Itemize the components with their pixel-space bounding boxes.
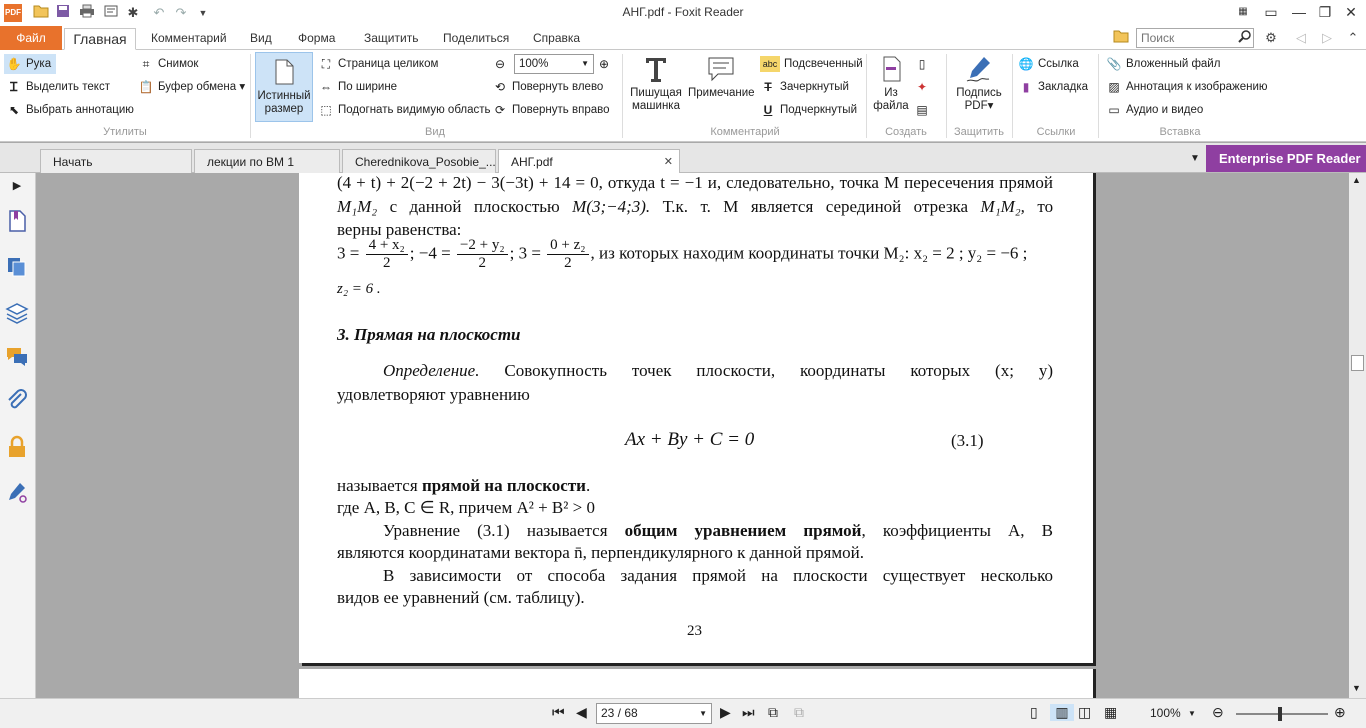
fraction: $\frac{\text{−2 + y₂}}{2}$: [457, 237, 508, 272]
from-file-button[interactable]: Из файла: [870, 54, 912, 113]
attachment-icon: 📎: [1106, 56, 1122, 71]
zoom-slider-handle[interactable]: [1278, 707, 1282, 721]
text-line: удовлетворяют уравнению: [337, 385, 530, 404]
redo-icon[interactable]: ↷: [175, 5, 187, 20]
quick-access-dropdown-icon[interactable]: ▼: [198, 8, 208, 18]
pen-sign-icon: [964, 54, 994, 84]
create-pdf-icon: [876, 54, 906, 84]
blank-page-icon: ▯: [918, 56, 926, 71]
clipboard-pdf-icon: ▤: [916, 102, 928, 117]
fit-width-button[interactable]: ⇔ По ширине: [320, 79, 398, 94]
window-title: АНГ.pdf - Foxit Reader: [622, 5, 744, 19]
image-annotation-button[interactable]: ▨ Аннотация к изображению: [1106, 77, 1268, 97]
previous-view-icon[interactable]: ⧉: [768, 704, 778, 720]
status-bar: [0, 698, 1366, 728]
fit-visible-button[interactable]: ⬚ Подогнать видимую область: [318, 100, 491, 120]
fit-width-icon: ⇔: [320, 79, 332, 94]
hand-tool-button[interactable]: ✋ Рука: [4, 54, 56, 74]
collapse-ribbon-icon[interactable]: ⌃: [1347, 30, 1359, 45]
separator: [946, 54, 947, 138]
typewriter-icon: [641, 54, 671, 84]
text-cursor-icon: Ꮖ: [10, 79, 18, 94]
last-page-icon[interactable]: ⏭: [742, 704, 755, 720]
vertical-scrollbar[interactable]: [1349, 173, 1366, 698]
next-page-icon[interactable]: ▶: [720, 704, 731, 720]
group-label-utilities: Утилиты: [103, 126, 147, 138]
select-annotation-button[interactable]: ⬉ Выбрать аннотацию: [6, 100, 134, 120]
scroll-thumb[interactable]: [1351, 355, 1364, 371]
equations-line: 3 = $\frac{\text{4 + x₂}}{2}$ ; −4 = $\frac{\text{−2 + y₂}}{2}$ ; 3 = $\frac{\text{0 + z₂}}{2}$ , из которых находим координаты точки M₂: x₂ = 2 ; y₂ = −6 ;: [337, 237, 1028, 271]
group-label-protect: Защитить: [954, 126, 1004, 138]
chevron-down-icon: ▼: [699, 709, 707, 718]
select-text-button[interactable]: Ꮖ Выделить текст: [6, 77, 110, 97]
rotate-left-button[interactable]: ⟲ Повернуть влево: [492, 77, 603, 97]
zoom-out-icon: ⊖: [494, 56, 506, 71]
group-label-insert: Вставка: [1159, 126, 1201, 138]
group-label-create: Создать: [885, 126, 927, 138]
section-heading: 3. Прямая на плоскости: [337, 325, 521, 344]
doc-tab-lectures[interactable]: лекции по ВМ 1: [194, 149, 340, 173]
separator: [622, 54, 623, 138]
comments-panel-icon[interactable]: [5, 345, 29, 369]
group-label-comment: Комментарий: [710, 126, 780, 138]
folder-search-icon[interactable]: [1112, 29, 1130, 47]
tab-help[interactable]: Справка: [533, 31, 581, 45]
strikeout-button[interactable]: T Зачеркнутый: [760, 77, 849, 97]
scanner-icon: ✦: [916, 79, 928, 94]
separator: [866, 54, 867, 138]
next-view-icon[interactable]: ⧉: [794, 704, 804, 720]
fraction: $\frac{\text{4 + x₂}}{2}$: [366, 237, 408, 272]
text-line: Определение. Совокупность точек плоскости, координаты которых (x; y): [383, 361, 1053, 380]
foxit-logo-icon[interactable]: PDF: [4, 4, 22, 22]
zoom-in-button[interactable]: [596, 54, 616, 74]
rotate-right-icon: ⟳: [494, 102, 506, 117]
clipboard-button[interactable]: 📋 Буфер обмена ▾: [138, 79, 246, 94]
note-button[interactable]: Примечание: [688, 54, 754, 100]
zoom-out-icon[interactable]: ⊖: [1212, 704, 1224, 720]
fit-page-button[interactable]: ⛶ Страница целиком: [318, 54, 438, 74]
bookmark-button[interactable]: ▮ Закладка: [1018, 77, 1088, 97]
clipboard-icon: 📋: [138, 79, 154, 94]
separator: [250, 54, 251, 138]
doc-tab-ang[interactable]: АНГ.pdf ✕: [498, 149, 680, 173]
first-page-icon[interactable]: ⏮: [552, 704, 565, 720]
navigation-panel: [0, 173, 36, 698]
back-icon[interactable]: ◁: [1296, 30, 1306, 45]
bookmarks-panel-icon[interactable]: [5, 209, 29, 233]
tab-home[interactable]: Главная: [64, 28, 136, 50]
continuous-page-icon[interactable]: ▥: [1050, 704, 1074, 721]
bookmark-icon: ▮: [1022, 79, 1030, 94]
ribbon-options-icon[interactable]: ▦: [1238, 6, 1248, 17]
title-bar: [0, 0, 1366, 26]
facing-pages-icon[interactable]: ◫: [1078, 704, 1092, 720]
document-viewport[interactable]: [37, 173, 1349, 698]
enterprise-banner[interactable]: Enterprise PDF Reader: [1206, 145, 1366, 172]
actual-size-button[interactable]: Истинный размер: [255, 52, 313, 122]
tab-form[interactable]: Форма: [298, 31, 336, 45]
zoom-select[interactable]: 100% ▼: [514, 54, 594, 74]
text-line: M₁M₂ с данной плоскостью M(3;−4;3). Т.к. т. M является серединой отрезка M₁M₂, то: [337, 197, 1054, 216]
link-button[interactable]: 🌐 Ссылка: [1018, 56, 1079, 71]
group-label-links: Ссылки: [1036, 126, 1076, 138]
text-line: верны равенства:: [337, 220, 462, 239]
page-number: 23: [687, 623, 702, 639]
strikeout-icon: T: [764, 79, 772, 94]
equation-number: (3.1): [951, 431, 984, 450]
restore-ribbon-icon[interactable]: ▭: [1264, 4, 1278, 20]
link-globe-icon: 🌐: [1018, 56, 1034, 71]
expand-panel-icon[interactable]: ▶: [12, 180, 22, 192]
text-line: видов ее уравнений (см. таблицу).: [337, 588, 585, 607]
tab-protect[interactable]: Защитить: [364, 31, 419, 45]
continuous-facing-icon[interactable]: ▦: [1104, 704, 1118, 720]
highlight-button[interactable]: abc Подсвеченный: [760, 54, 863, 74]
search-icon[interactable]: [1236, 29, 1254, 47]
zoom-in-icon[interactable]: ⊕: [1334, 704, 1346, 720]
fit-visible-icon: ⬚: [320, 102, 332, 117]
pages-panel-icon[interactable]: [5, 255, 29, 279]
text-line: (4 + t) + 2(−2 + 2t) − 3(−3t) + 14 = 0, откуда t = −1 и, следовательно, точка M пересечения прямой: [337, 173, 1053, 192]
audio-video-button[interactable]: ▭ Аудио и видео: [1106, 100, 1203, 120]
new-icon[interactable]: ✱: [127, 5, 139, 20]
prev-page-icon[interactable]: ◀: [576, 704, 587, 720]
undo-icon[interactable]: ↶: [153, 5, 165, 20]
snapshot-button[interactable]: ⌗ Снимок: [138, 54, 198, 74]
forward-icon[interactable]: ▷: [1322, 30, 1332, 45]
underline-icon: U: [763, 102, 773, 117]
hand-icon: ✋: [6, 56, 22, 71]
pdf-page: [299, 173, 1093, 663]
sign-pdf-button[interactable]: Подпись PDF▾: [950, 54, 1008, 113]
tabs-dropdown-icon[interactable]: ▼: [1190, 153, 1200, 164]
document-tabs: [0, 143, 1366, 173]
minimize-icon[interactable]: —: [1292, 4, 1306, 20]
fit-page-icon: ⛶: [321, 56, 331, 71]
rotate-left-icon: ⟲: [494, 79, 506, 94]
typewriter-button[interactable]: Пишущая машинка: [626, 54, 686, 113]
page-icon: [269, 57, 299, 87]
maximize-icon[interactable]: ❐: [1318, 4, 1332, 20]
security-lock-icon[interactable]: [5, 435, 29, 459]
scroll-down-icon[interactable]: ▼: [1352, 683, 1361, 693]
fraction: $\frac{\text{0 + z₂}}{2}$: [547, 237, 588, 272]
pointer-icon: ⬉: [8, 102, 20, 117]
tab-comment[interactable]: Комментарий: [151, 31, 227, 45]
zoom-slider[interactable]: [1236, 713, 1328, 715]
separator: [1012, 54, 1013, 138]
separator: [1098, 54, 1099, 138]
create-scanner-button[interactable]: [914, 77, 936, 97]
doc-tab-start[interactable]: Начать: [40, 149, 192, 173]
image-icon: ▨: [1108, 79, 1120, 94]
tab-view[interactable]: Вид: [250, 31, 272, 45]
zoom-level[interactable]: 100%: [1150, 706, 1181, 720]
layers-panel-icon[interactable]: [5, 301, 29, 325]
settings-gear-icon[interactable]: ⚙: [1265, 30, 1277, 45]
chevron-down-icon: ▼: [581, 59, 589, 68]
film-icon: ▭: [1108, 102, 1120, 117]
rotate-right-button[interactable]: ⟳ Повернуть вправо: [492, 100, 610, 120]
attachment-button[interactable]: 📎 Вложенный файл: [1106, 56, 1221, 71]
create-clipboard-button[interactable]: [914, 100, 936, 120]
ribbon: [0, 50, 1366, 142]
tab-share[interactable]: Поделиться: [443, 31, 510, 45]
note-icon: [706, 54, 736, 84]
single-page-icon[interactable]: ▯: [1030, 704, 1038, 720]
pdf-next-page: [299, 669, 1093, 698]
page-number-input[interactable]: 23 / 68 ▼: [596, 703, 712, 724]
close-icon[interactable]: ✕: [1345, 4, 1357, 20]
attachments-panel-icon[interactable]: [5, 389, 29, 413]
camera-icon: ⌗: [142, 56, 150, 71]
close-tab-icon[interactable]: ✕: [663, 156, 673, 168]
highlight-icon: abc: [760, 56, 780, 72]
text-line: Уравнение (3.1) называется общим уравнением прямой, коэффициенты A, B: [383, 521, 1054, 540]
zoom-out-button[interactable]: [492, 54, 512, 74]
text-line: В зависимости от способа задания прямой на плоскости существует несколько: [383, 566, 1053, 585]
text-line: z₂ = 6 .: [337, 281, 381, 297]
tab-file[interactable]: Файл: [0, 26, 62, 50]
zoom-in-icon: ⊕: [598, 56, 610, 71]
main-equation: Ax + By + C = 0: [625, 429, 755, 450]
signatures-panel-icon[interactable]: [5, 481, 29, 505]
text-line: называется прямой на плоскости.: [337, 476, 591, 495]
text-line: где A, B, C ∈ R, причем A² + B² > 0: [337, 498, 595, 517]
scroll-up-icon[interactable]: ▲: [1352, 175, 1361, 185]
text-line: являются координатами вектора n̄, перпендикулярного к данной прямой.: [337, 543, 864, 562]
underline-button[interactable]: U Подчеркнутый: [760, 100, 857, 120]
group-label-view: Вид: [425, 126, 445, 138]
create-blank-button[interactable]: [914, 54, 936, 74]
doc-tab-cherednikova[interactable]: Cherednikova_Posobie_...: [342, 149, 496, 173]
zoom-dropdown-icon[interactable]: ▼: [1188, 709, 1196, 718]
